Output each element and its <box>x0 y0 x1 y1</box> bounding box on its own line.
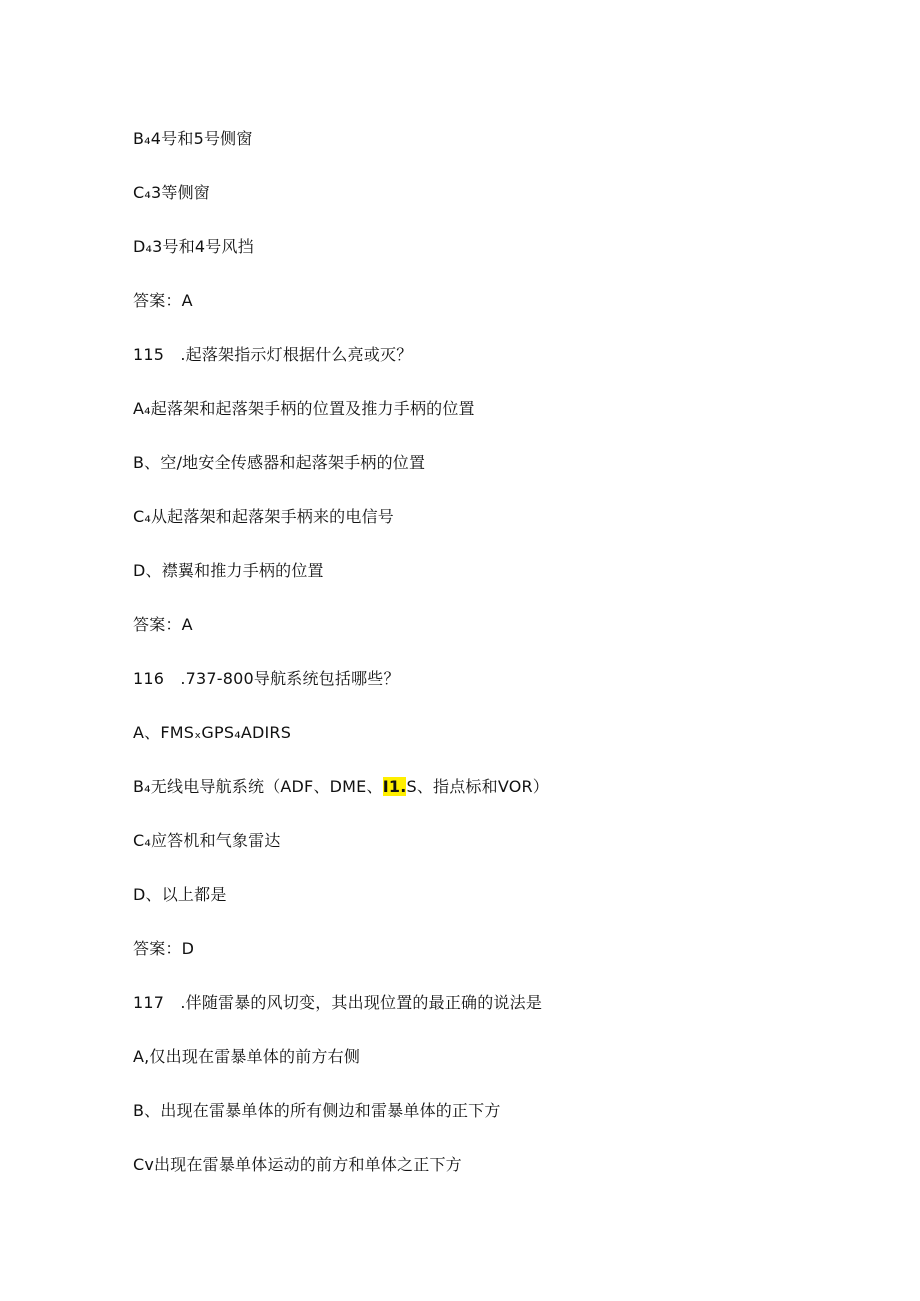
answer-line: 答案：A <box>133 615 193 634</box>
question-line: 117 .伴随雷暴的风切变，其出现位置的最正确的说法是 <box>133 993 543 1012</box>
option-line-highlighted <box>133 776 549 798</box>
option-line: C₄3等侧窗 <box>133 183 210 202</box>
option-line: Cv出现在雷暴单体运动的前方和单体之正下方 <box>133 1155 462 1174</box>
option-line: D₄3号和4号风挡 <box>133 237 254 256</box>
answer-line: 答案：D <box>133 939 195 958</box>
option-text-before: B₄无线电导航系统（ADF、DME、 <box>133 777 383 796</box>
option-line: D、襟翼和推力手柄的位置 <box>133 561 324 580</box>
option-line: A₄起落架和起落架手柄的位置及推力手柄的位置 <box>133 399 475 418</box>
option-line: A,仅出现在雷暴单体的前方右侧 <box>133 1047 361 1066</box>
highlighted-text: I1. <box>382 777 407 796</box>
answer-line: 答案：A <box>133 291 193 310</box>
option-line: B、出现在雷暴单体的所有侧边和雷暴单体的正下方 <box>133 1101 501 1120</box>
question-line: 116 .737-800导航系统包括哪些？ <box>133 669 400 688</box>
option-line: B₄4号和5号侧窗 <box>133 129 253 148</box>
question-line: 115 .起落架指示灯根据什么亮或灭？ <box>133 345 413 364</box>
option-line: A、FMSₓGPS₄ADIRS <box>133 723 292 742</box>
option-line: C₄从起落架和起落架手柄来的电信号 <box>133 507 394 526</box>
option-line: D、以上都是 <box>133 885 227 904</box>
option-line: B、空/地安全传感器和起落架手柄的位置 <box>133 453 426 472</box>
option-text-after: S、指点标和VOR） <box>406 777 550 796</box>
option-line: C₄应答机和气象雷达 <box>133 831 281 850</box>
